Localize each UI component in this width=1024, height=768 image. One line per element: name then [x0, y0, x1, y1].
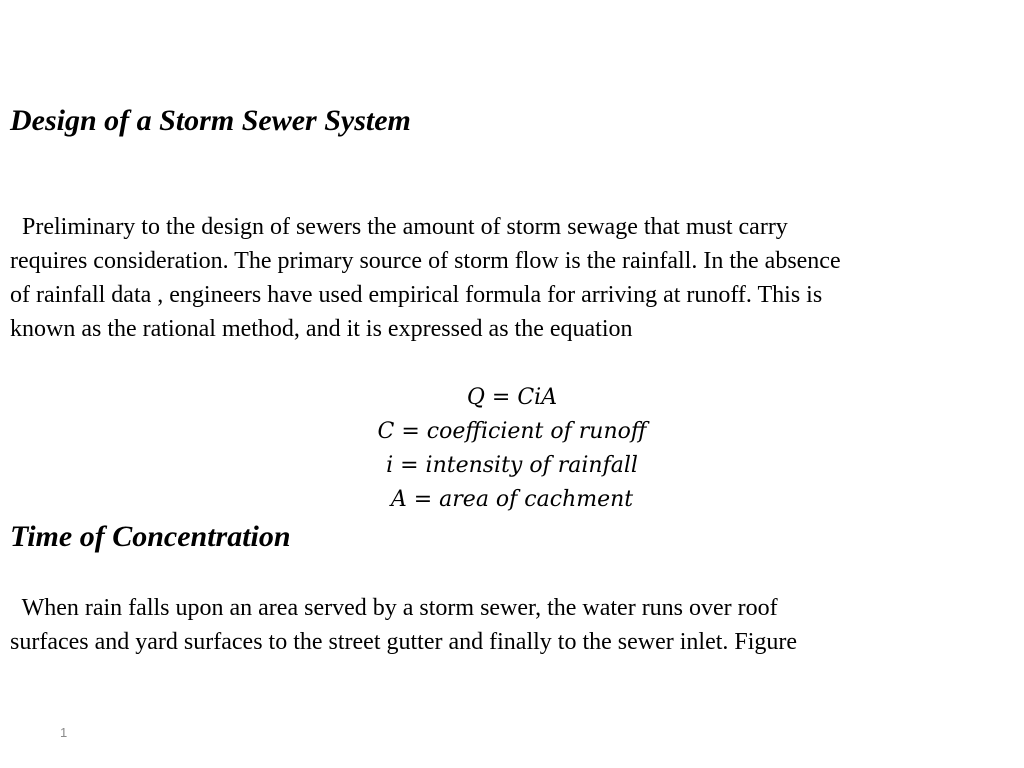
intro-paragraph: [10, 210, 1010, 346]
page-number: 1: [60, 725, 68, 740]
paragraph-line: requires consideration. The primary source of storm flow is the rainfall. In the absence: [10, 248, 841, 274]
paragraph-line: of rainfall data , engineers have used empirical formula for arriving at runoff. This is: [10, 282, 823, 308]
paragraph-line: surfaces and yard surfaces to the street gutter and finally to the sewer inlet. Figure: [10, 629, 798, 655]
equation-rational-method: Q = CiA: [466, 385, 558, 410]
time-of-concentration-paragraph: [10, 591, 1010, 659]
slide-title: Design of a Storm Sewer System: [10, 104, 411, 137]
paragraph-line: Preliminary to the design of sewers the amount of storm sewage that must carry: [10, 214, 788, 240]
paragraph-line: When rain falls upon an area served by a storm sewer, the water runs over roof: [10, 595, 778, 621]
equation-definition-i: i = intensity of rainfall: [386, 453, 638, 478]
equation-block: [0, 381, 1024, 517]
equation-definition-c: C = coefficient of runoff: [377, 419, 647, 444]
paragraph-line: known as the rational method, and it is expressed as the equation: [10, 316, 633, 342]
section-title: Time of Concentration: [10, 520, 291, 553]
equation-definition-a: A = area of cachment: [390, 487, 634, 512]
